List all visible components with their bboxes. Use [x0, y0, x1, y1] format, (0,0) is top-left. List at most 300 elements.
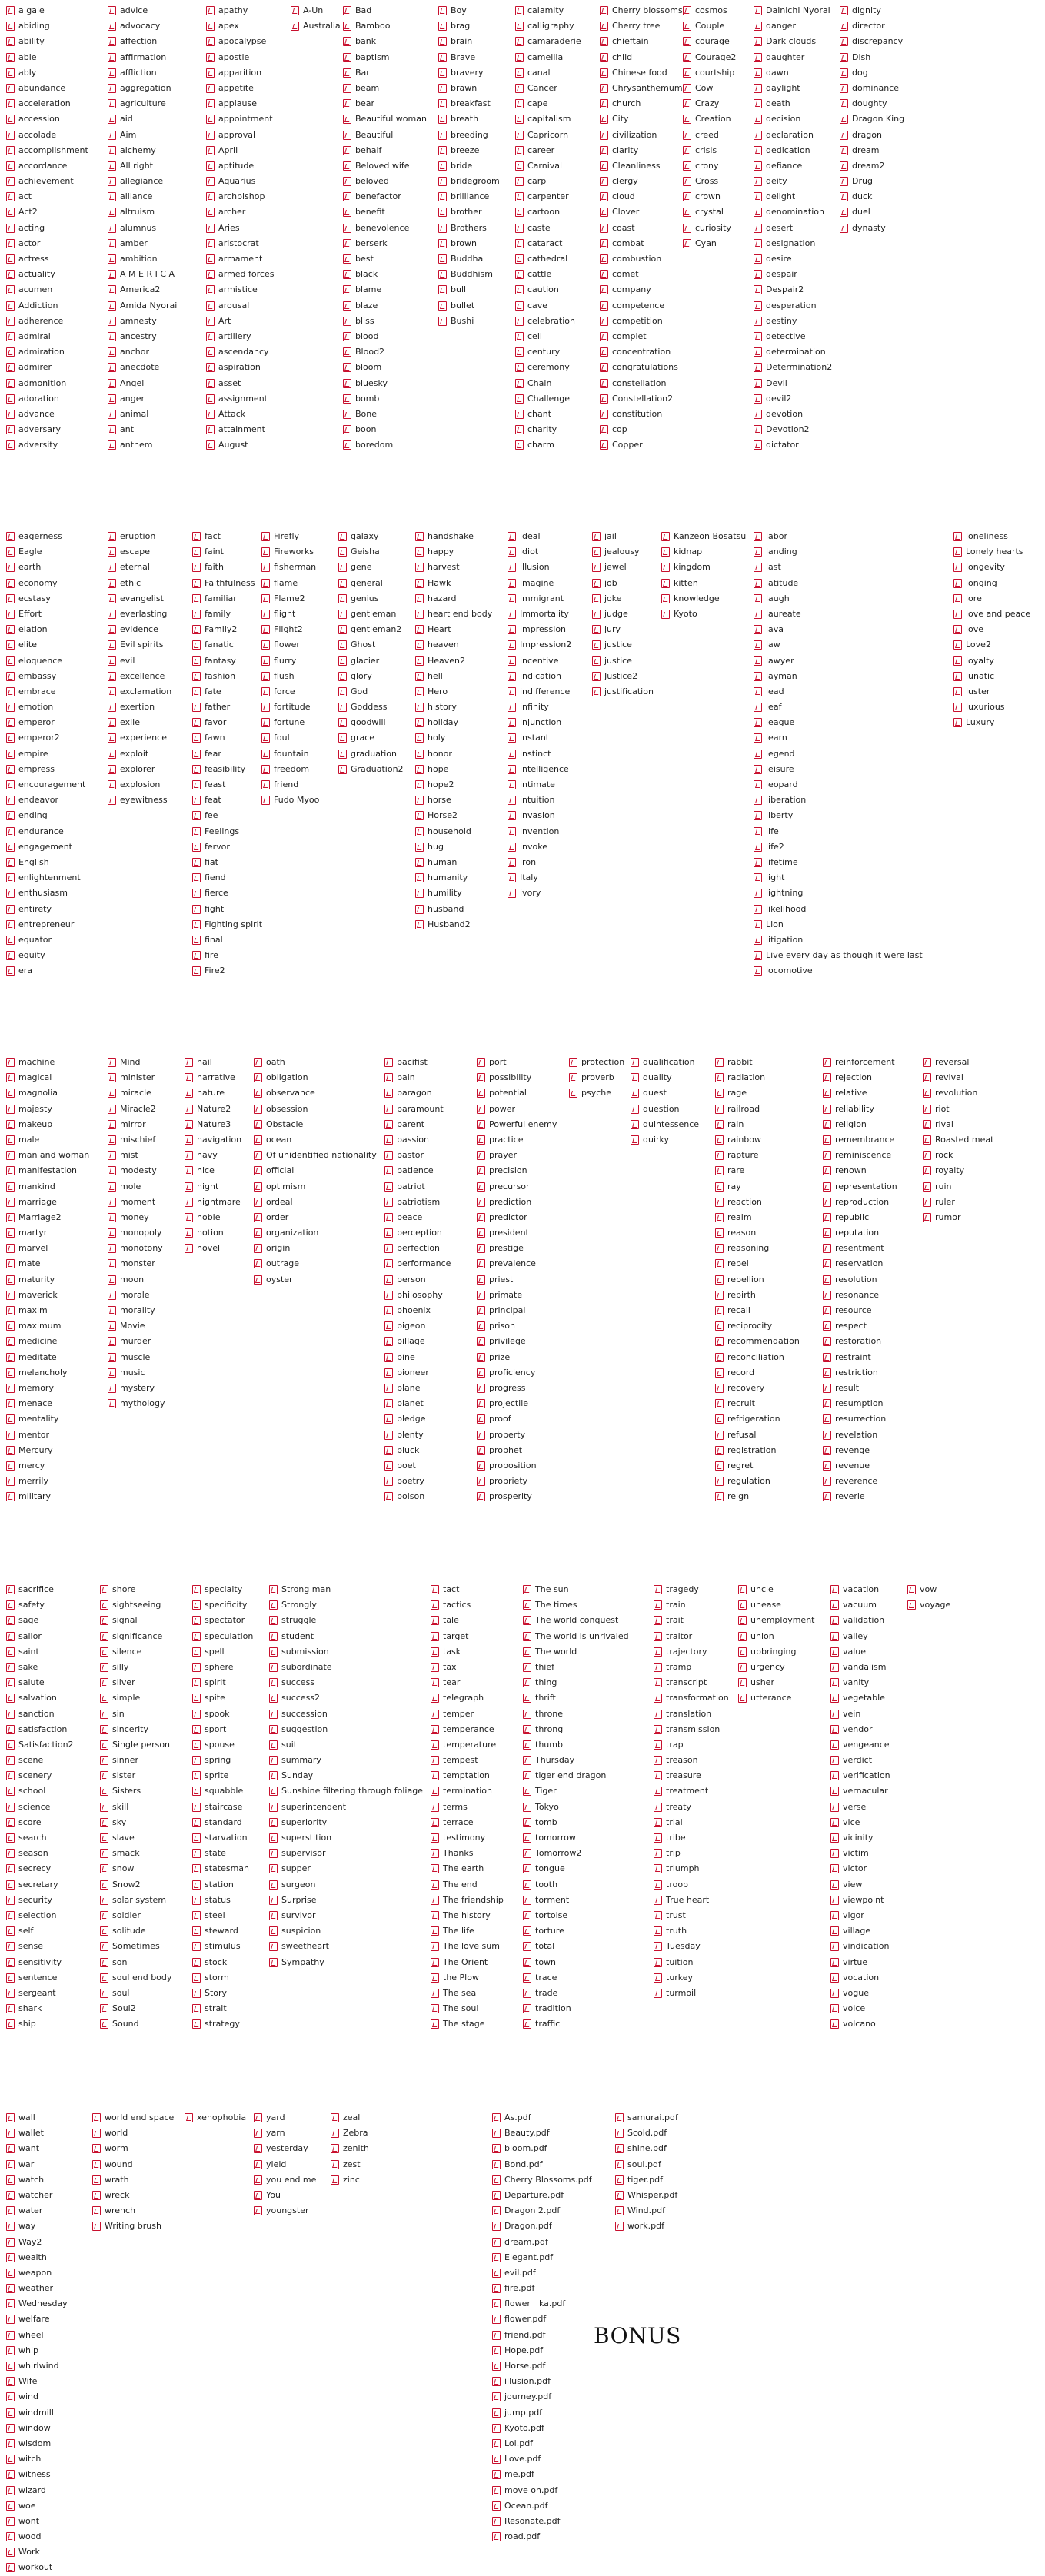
file-item[interactable]	[508, 607, 571, 622]
file-item[interactable]	[738, 1613, 814, 1628]
file-item[interactable]	[592, 529, 654, 544]
file-item[interactable]	[431, 2001, 504, 2016]
file-item[interactable]	[192, 1629, 253, 1644]
file-item[interactable]	[523, 1783, 629, 1799]
file-item[interactable]	[754, 591, 923, 607]
file-item[interactable]	[615, 2141, 678, 2156]
file-item[interactable]	[654, 1629, 729, 1644]
file-item[interactable]	[384, 1288, 451, 1303]
file-item[interactable]	[192, 653, 262, 669]
file-item[interactable]	[384, 1132, 451, 1148]
file-item[interactable]	[192, 1986, 253, 2001]
file-item[interactable]	[515, 34, 581, 49]
file-item[interactable]	[6, 2358, 68, 2374]
file-item[interactable]	[754, 715, 923, 730]
file-item[interactable]	[338, 730, 404, 746]
file-item[interactable]	[269, 1939, 423, 1954]
file-item[interactable]	[254, 1272, 377, 1288]
file-item[interactable]	[100, 2016, 171, 2032]
file-item[interactable]	[206, 18, 274, 34]
file-item[interactable]	[185, 1055, 241, 1070]
file-item[interactable]	[661, 560, 746, 575]
file-item[interactable]	[515, 189, 581, 204]
file-item[interactable]	[823, 1428, 897, 1443]
file-item[interactable]	[600, 204, 683, 220]
file-item[interactable]	[6, 2001, 74, 2016]
file-item[interactable]	[523, 1861, 629, 1876]
file-item[interactable]	[206, 189, 274, 204]
file-item[interactable]	[269, 1893, 423, 1908]
file-item[interactable]	[192, 855, 262, 870]
file-item[interactable]	[492, 2188, 592, 2203]
file-item[interactable]	[508, 808, 571, 823]
file-item[interactable]	[515, 143, 581, 158]
file-item[interactable]	[269, 1830, 423, 1846]
file-item[interactable]	[715, 1428, 800, 1443]
file-item[interactable]	[384, 1428, 451, 1443]
file-item[interactable]	[6, 174, 88, 189]
file-item[interactable]	[192, 607, 262, 622]
file-item[interactable]	[715, 1334, 800, 1349]
file-item[interactable]	[108, 529, 171, 544]
file-item[interactable]	[415, 902, 492, 917]
file-item[interactable]	[6, 360, 88, 375]
file-item[interactable]	[261, 576, 319, 591]
file-item[interactable]	[185, 2110, 246, 2126]
file-item[interactable]	[754, 96, 832, 111]
file-item[interactable]	[515, 314, 581, 329]
file-item[interactable]	[192, 902, 262, 917]
file-item[interactable]	[6, 1288, 89, 1303]
file-item[interactable]	[715, 1256, 800, 1271]
file-item[interactable]	[600, 3, 683, 18]
file-item[interactable]	[192, 637, 262, 653]
file-item[interactable]	[6, 236, 88, 251]
file-item[interactable]	[508, 870, 571, 886]
file-item[interactable]	[6, 1396, 89, 1411]
file-item[interactable]	[631, 1102, 699, 1117]
file-item[interactable]	[6, 1489, 89, 1504]
file-item[interactable]	[438, 221, 500, 236]
file-item[interactable]	[431, 1783, 504, 1799]
file-item[interactable]	[108, 1256, 165, 1271]
file-item[interactable]	[254, 2188, 316, 2203]
file-item[interactable]	[683, 111, 736, 127]
file-item[interactable]	[338, 576, 404, 591]
file-item[interactable]	[108, 700, 171, 715]
file-item[interactable]	[6, 1660, 74, 1675]
file-item[interactable]	[384, 1411, 451, 1427]
file-item[interactable]	[343, 111, 427, 127]
file-item[interactable]	[261, 669, 319, 684]
file-item[interactable]	[384, 1489, 451, 1504]
file-item[interactable]	[6, 2467, 68, 2482]
file-item[interactable]	[269, 1861, 423, 1876]
file-item[interactable]	[523, 1908, 629, 1923]
file-item[interactable]	[192, 1908, 253, 1923]
file-item[interactable]	[492, 2498, 592, 2514]
file-item[interactable]	[840, 221, 904, 236]
file-item[interactable]	[523, 1582, 629, 1597]
file-item[interactable]	[192, 1707, 253, 1722]
file-item[interactable]	[654, 1970, 729, 1986]
file-item[interactable]	[100, 1986, 171, 2001]
file-item[interactable]	[415, 607, 492, 622]
file-item[interactable]	[654, 1877, 729, 1893]
file-item[interactable]	[384, 1318, 451, 1334]
file-item[interactable]	[192, 544, 262, 560]
file-item[interactable]	[108, 1070, 165, 1085]
file-item[interactable]	[840, 50, 904, 65]
file-item[interactable]	[754, 251, 832, 267]
file-item[interactable]	[438, 34, 500, 49]
file-item[interactable]	[343, 437, 427, 453]
file-item[interactable]	[830, 2001, 890, 2016]
file-item[interactable]	[108, 715, 171, 730]
file-item[interactable]	[185, 1225, 241, 1241]
file-item[interactable]	[654, 1768, 729, 1783]
file-item[interactable]	[108, 1117, 165, 1132]
file-item[interactable]	[830, 1908, 890, 1923]
file-item[interactable]	[254, 1163, 377, 1178]
file-item[interactable]	[6, 932, 85, 948]
file-item[interactable]	[415, 560, 492, 575]
file-item[interactable]	[654, 1800, 729, 1815]
file-item[interactable]	[6, 2374, 68, 2389]
file-item[interactable]	[6, 1597, 74, 1613]
file-item[interactable]	[100, 1753, 171, 1768]
file-item[interactable]	[338, 607, 404, 622]
file-item[interactable]	[108, 622, 171, 637]
file-item[interactable]	[108, 329, 177, 344]
file-item[interactable]	[108, 1102, 165, 1117]
file-item[interactable]	[100, 1768, 171, 1783]
file-item[interactable]	[715, 1396, 800, 1411]
file-item[interactable]	[384, 1272, 451, 1288]
file-item[interactable]	[830, 1830, 890, 1846]
file-item[interactable]	[523, 1986, 629, 2001]
file-item[interactable]	[508, 886, 571, 901]
file-item[interactable]	[754, 391, 832, 407]
file-item[interactable]	[654, 1923, 729, 1939]
file-item[interactable]	[338, 637, 404, 653]
file-item[interactable]	[477, 1070, 557, 1085]
file-item[interactable]	[192, 808, 262, 823]
file-item[interactable]	[338, 622, 404, 637]
file-item[interactable]	[492, 2514, 592, 2529]
file-item[interactable]	[923, 1195, 993, 1210]
file-item[interactable]	[754, 777, 923, 793]
file-item[interactable]	[492, 2296, 592, 2312]
file-item[interactable]	[754, 221, 832, 236]
file-item[interactable]	[254, 1195, 377, 1210]
file-item[interactable]	[738, 1660, 814, 1675]
file-item[interactable]	[108, 1179, 165, 1195]
file-item[interactable]	[515, 81, 581, 96]
file-item[interactable]	[477, 1225, 557, 1241]
file-item[interactable]	[192, 1830, 253, 1846]
file-item[interactable]	[108, 669, 171, 684]
file-item[interactable]	[108, 1132, 165, 1148]
file-item[interactable]	[6, 1085, 89, 1101]
file-item[interactable]	[738, 1644, 814, 1660]
file-item[interactable]	[343, 251, 427, 267]
file-item[interactable]	[523, 1707, 629, 1722]
file-item[interactable]	[830, 1582, 890, 1597]
file-item[interactable]	[192, 1597, 253, 1613]
file-item[interactable]	[6, 1256, 89, 1271]
file-item[interactable]	[6, 2016, 74, 2032]
file-item[interactable]	[523, 1923, 629, 1939]
file-item[interactable]	[192, 684, 262, 700]
file-item[interactable]	[108, 607, 171, 622]
file-item[interactable]	[261, 607, 319, 622]
file-item[interactable]	[431, 1861, 504, 1876]
file-item[interactable]	[384, 1241, 451, 1256]
file-item[interactable]	[508, 622, 571, 637]
file-item[interactable]	[830, 1629, 890, 1644]
file-item[interactable]	[438, 236, 500, 251]
file-item[interactable]	[384, 1303, 451, 1318]
file-item[interactable]	[754, 963, 923, 979]
file-item[interactable]	[477, 1288, 557, 1303]
file-item[interactable]	[840, 111, 904, 127]
file-item[interactable]	[343, 65, 427, 81]
file-item[interactable]	[269, 1613, 423, 1628]
file-item[interactable]	[343, 50, 427, 65]
file-item[interactable]	[6, 653, 85, 669]
file-item[interactable]	[384, 1210, 451, 1225]
file-item[interactable]	[6, 948, 85, 963]
file-item[interactable]	[492, 2110, 592, 2126]
file-item[interactable]	[6, 1815, 74, 1830]
file-item[interactable]	[438, 174, 500, 189]
file-item[interactable]	[100, 1923, 171, 1939]
file-item[interactable]	[108, 158, 177, 174]
file-item[interactable]	[261, 622, 319, 637]
file-item[interactable]	[415, 746, 492, 762]
file-item[interactable]	[108, 65, 177, 81]
file-item[interactable]	[431, 1955, 504, 1970]
file-item[interactable]	[515, 407, 581, 422]
file-item[interactable]	[206, 111, 274, 127]
file-item[interactable]	[754, 762, 923, 777]
file-item[interactable]	[343, 298, 427, 314]
file-item[interactable]	[92, 2141, 174, 2156]
file-item[interactable]	[261, 544, 319, 560]
file-item[interactable]	[192, 715, 262, 730]
file-item[interactable]	[6, 329, 88, 344]
file-item[interactable]	[615, 2188, 678, 2203]
file-item[interactable]	[6, 267, 88, 282]
file-item[interactable]	[343, 236, 427, 251]
file-item[interactable]	[269, 1908, 423, 1923]
file-item[interactable]	[100, 1582, 171, 1597]
file-item[interactable]	[206, 236, 274, 251]
file-item[interactable]	[108, 777, 171, 793]
file-item[interactable]	[6, 1334, 89, 1349]
file-item[interactable]	[100, 1800, 171, 1815]
file-item[interactable]	[600, 81, 683, 96]
file-item[interactable]	[108, 251, 177, 267]
file-item[interactable]	[192, 730, 262, 746]
file-item[interactable]	[754, 684, 923, 700]
file-item[interactable]	[206, 174, 274, 189]
file-item[interactable]	[6, 1195, 89, 1210]
file-item[interactable]	[953, 684, 1030, 700]
file-item[interactable]	[6, 143, 88, 158]
file-item[interactable]	[431, 1707, 504, 1722]
file-item[interactable]	[840, 189, 904, 204]
file-item[interactable]	[715, 1443, 800, 1458]
file-item[interactable]	[206, 422, 274, 437]
file-item[interactable]	[6, 1443, 89, 1458]
file-item[interactable]	[754, 839, 923, 855]
file-item[interactable]	[477, 1489, 557, 1504]
file-item[interactable]	[254, 1225, 377, 1241]
file-item[interactable]	[415, 855, 492, 870]
file-item[interactable]	[415, 777, 492, 793]
file-item[interactable]	[192, 1753, 253, 1768]
file-item[interactable]	[654, 1815, 729, 1830]
file-item[interactable]	[738, 1597, 814, 1613]
file-item[interactable]	[523, 2016, 629, 2032]
file-item[interactable]	[823, 1070, 897, 1085]
file-item[interactable]	[192, 1800, 253, 1815]
file-item[interactable]	[185, 1179, 241, 1195]
file-item[interactable]	[108, 314, 177, 329]
file-item[interactable]	[269, 1955, 423, 1970]
file-item[interactable]	[515, 267, 581, 282]
file-item[interactable]	[108, 1148, 165, 1163]
file-item[interactable]	[254, 1070, 377, 1085]
file-item[interactable]	[830, 2016, 890, 2032]
file-item[interactable]	[343, 376, 427, 391]
file-item[interactable]	[6, 870, 85, 886]
file-item[interactable]	[600, 158, 683, 174]
file-item[interactable]	[6, 2389, 68, 2405]
file-item[interactable]	[108, 128, 177, 143]
file-item[interactable]	[261, 560, 319, 575]
file-item[interactable]	[431, 1800, 504, 1815]
file-item[interactable]	[715, 1318, 800, 1334]
file-item[interactable]	[261, 591, 319, 607]
file-item[interactable]	[338, 669, 404, 684]
file-item[interactable]	[415, 808, 492, 823]
file-item[interactable]	[6, 1148, 89, 1163]
file-item[interactable]	[384, 1179, 451, 1195]
file-item[interactable]	[6, 2250, 68, 2265]
file-item[interactable]	[6, 1629, 74, 1644]
file-item[interactable]	[269, 1768, 423, 1783]
file-item[interactable]	[830, 1893, 890, 1908]
file-item[interactable]	[592, 622, 654, 637]
file-item[interactable]	[192, 1783, 253, 1799]
file-item[interactable]	[477, 1334, 557, 1349]
file-item[interactable]	[185, 1070, 241, 1085]
file-item[interactable]	[6, 2514, 68, 2529]
file-item[interactable]	[508, 793, 571, 808]
file-item[interactable]	[108, 50, 177, 65]
file-item[interactable]	[206, 298, 274, 314]
file-item[interactable]	[431, 1893, 504, 1908]
file-item[interactable]	[600, 298, 683, 314]
file-item[interactable]	[438, 81, 500, 96]
file-item[interactable]	[185, 1102, 241, 1117]
file-item[interactable]	[830, 1815, 890, 1830]
file-item[interactable]	[438, 3, 500, 18]
file-item[interactable]	[343, 3, 427, 18]
file-item[interactable]	[269, 1597, 423, 1613]
file-item[interactable]	[6, 204, 88, 220]
file-item[interactable]	[108, 236, 177, 251]
file-item[interactable]	[754, 637, 923, 653]
file-item[interactable]	[192, 1893, 253, 1908]
file-item[interactable]	[338, 560, 404, 575]
file-item[interactable]	[415, 529, 492, 544]
file-item[interactable]	[108, 18, 177, 34]
file-item[interactable]	[192, 932, 262, 948]
file-item[interactable]	[192, 1768, 253, 1783]
file-item[interactable]	[6, 1102, 89, 1117]
file-item[interactable]	[108, 267, 177, 282]
file-item[interactable]	[192, 1644, 253, 1660]
file-item[interactable]	[823, 1489, 897, 1504]
file-item[interactable]	[569, 1055, 624, 1070]
file-item[interactable]	[6, 1753, 74, 1768]
file-item[interactable]	[415, 637, 492, 653]
file-item[interactable]	[206, 376, 274, 391]
file-item[interactable]	[523, 1939, 629, 1954]
file-item[interactable]	[343, 158, 427, 174]
file-item[interactable]	[6, 839, 85, 855]
file-item[interactable]	[631, 1132, 699, 1148]
file-item[interactable]	[6, 391, 88, 407]
file-item[interactable]	[477, 1428, 557, 1443]
file-item[interactable]	[415, 684, 492, 700]
file-item[interactable]	[192, 1613, 253, 1628]
file-item[interactable]	[953, 669, 1030, 684]
file-item[interactable]	[431, 1737, 504, 1753]
file-item[interactable]	[6, 282, 88, 297]
file-item[interactable]	[515, 96, 581, 111]
file-item[interactable]	[6, 2451, 68, 2467]
file-item[interactable]	[477, 1179, 557, 1195]
file-item[interactable]	[100, 1783, 171, 1799]
file-item[interactable]	[100, 1675, 171, 1690]
file-item[interactable]	[840, 65, 904, 81]
file-item[interactable]	[384, 1396, 451, 1411]
file-item[interactable]	[615, 2219, 678, 2234]
file-item[interactable]	[6, 298, 88, 314]
file-item[interactable]	[823, 1055, 897, 1070]
file-item[interactable]	[523, 1815, 629, 1830]
file-item[interactable]	[108, 1272, 165, 1288]
file-item[interactable]	[477, 1381, 557, 1396]
file-item[interactable]	[683, 189, 736, 204]
file-item[interactable]	[261, 746, 319, 762]
file-item[interactable]	[477, 1411, 557, 1427]
file-item[interactable]	[523, 1613, 629, 1628]
file-item[interactable]	[100, 1970, 171, 1986]
file-item[interactable]	[269, 1800, 423, 1815]
file-item[interactable]	[738, 1582, 814, 1597]
file-item[interactable]	[254, 1148, 377, 1163]
file-item[interactable]	[515, 50, 581, 65]
file-item[interactable]	[823, 1458, 897, 1474]
file-item[interactable]	[823, 1148, 897, 1163]
file-item[interactable]	[715, 1350, 800, 1365]
